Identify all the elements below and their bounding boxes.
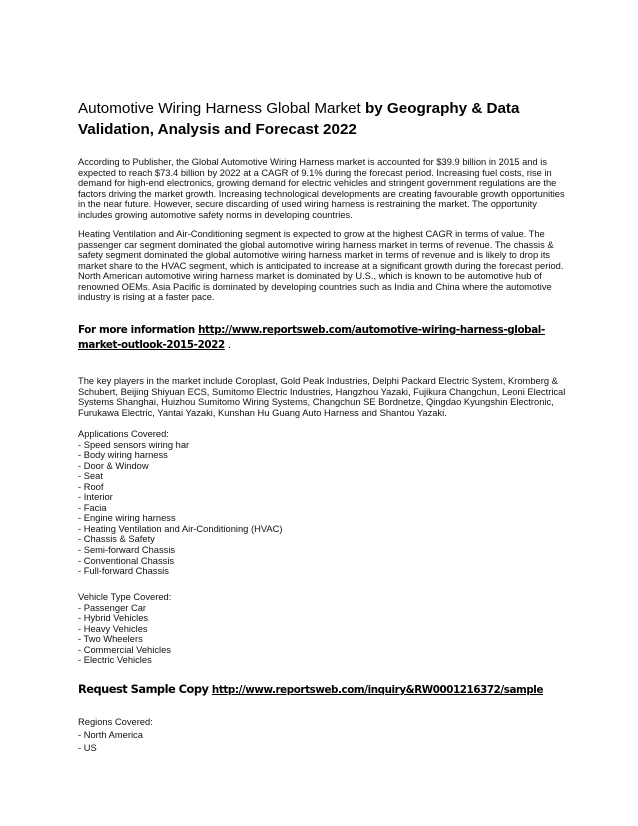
intro-paragraph: According to Publisher, the Global Automotive Wiring Harness market is accounted for $39.9 billion in 2015 and is expected to reach $73.4 billion by 2022 at a CAGR of 9.1% during the forecast period. Increasing fuel costs, rise in demand for high-end electronics, growing demand for electric vehicles and stringent government regulations are the factors driving the market growth. Increasing technological developments are creating favourable growth opportunities in the near future. However, secure discarding of used wiring harness is restraining the market. The opportunity includes growing automotive safety norms in developing countries.	[78, 157, 565, 220]
list-item: - Semi-forward Chassis	[78, 545, 176, 556]
more-info-trailing: .	[224, 339, 231, 351]
list-item: - Roof	[78, 481, 104, 492]
list-item: - Engine wiring harness	[78, 513, 176, 524]
list-item: - Door & Window	[78, 460, 149, 471]
key-players-paragraph: The key players in the market include Coroplast, Gold Peak Industries, Delphi Packard Electric System, Kromberg & Schubert, Beijing Shiyuan ECS, Sumitomo Electric Industries, Hangzhou Yazaki, Fujikura Changchun, Leoni Electrical Systems Shanghai, Huizhou Sumitomo Wiring Systems, Changchun SE Bordnetze, Qingdao Kyungshin Electronic, Furukawa Electric, Yantai Yazaki, Kunshan Hu Guang Auto Harness and Shantou Yazaki.	[78, 376, 566, 418]
title-plain: Automotive Wiring Harness Global Market	[78, 100, 365, 117]
list-item: - Heating Ventilation and Air-Conditioning (HVAC)	[78, 523, 283, 534]
list-item: - US	[78, 743, 97, 753]
vehicle-types-list	[78, 592, 572, 666]
list-item: - Seat	[78, 471, 103, 482]
applications-list	[78, 429, 572, 577]
list-item: - Facia	[78, 502, 107, 513]
list-item: - Passenger Car	[78, 602, 147, 613]
list-item: - Conventional Chassis	[78, 555, 175, 566]
list-item: - Body wiring harness	[78, 450, 168, 461]
more-info-link[interactable]: http://www.reportsweb.com/automotive-wiring-harness-global-market-outlook-2015-2022	[78, 324, 545, 351]
title-bold: by Geography & Data Validation, Analysis and Forecast 2022	[78, 100, 520, 138]
segments-paragraph: Heating Ventilation and Air-Conditioning segment is expected to grow at the highest CAGR in terms of value. The passenger car segment dominated the global automotive wiring harness market in terms of revenue. The chassis & safety segment dominated the global automotive wiring harness market in terms of revenue and is likely to drop its market share to the HVAC segment, which is anticipated to increase at a significant growth during the forecast period. North American automotive wiring harness market is dominated by U.S., which is known to be automotive hub of renowned OEMs. Asia Pacific is dominated by developing countries such as India and China where the automotive industry is rising at a faster pace.	[78, 229, 564, 303]
applications-heading: Applications Covered:	[78, 429, 169, 439]
vehicle-types-heading: Vehicle Type Covered:	[78, 592, 172, 602]
list-item: - Interior	[78, 492, 113, 503]
regions-heading: Regions Covered:	[78, 717, 153, 727]
list-item: - North America	[78, 730, 143, 740]
regions-list	[78, 716, 572, 755]
list-item: - Electric Vehicles	[78, 655, 152, 666]
request-sample-label: Request Sample Copy	[78, 682, 212, 696]
list-item: - Hybrid Vehicles	[78, 613, 149, 624]
list-item: - Chassis & Safety	[78, 534, 155, 545]
more-info-line	[78, 323, 578, 353]
list-item: - Commercial Vehicles	[78, 644, 171, 655]
request-sample-line	[78, 681, 578, 698]
more-info-label: For more information	[78, 324, 199, 336]
list-item: - Heavy Vehicles	[78, 623, 148, 634]
document-title	[78, 98, 578, 140]
list-item: - Full-forward Chassis	[78, 566, 169, 577]
request-sample-link[interactable]: http://www.reportsweb.com/inquiry&RW0001216372/sample	[211, 684, 544, 696]
list-item: - Speed sensors wiring har	[78, 439, 190, 450]
list-item: - Two Wheelers	[78, 634, 143, 645]
